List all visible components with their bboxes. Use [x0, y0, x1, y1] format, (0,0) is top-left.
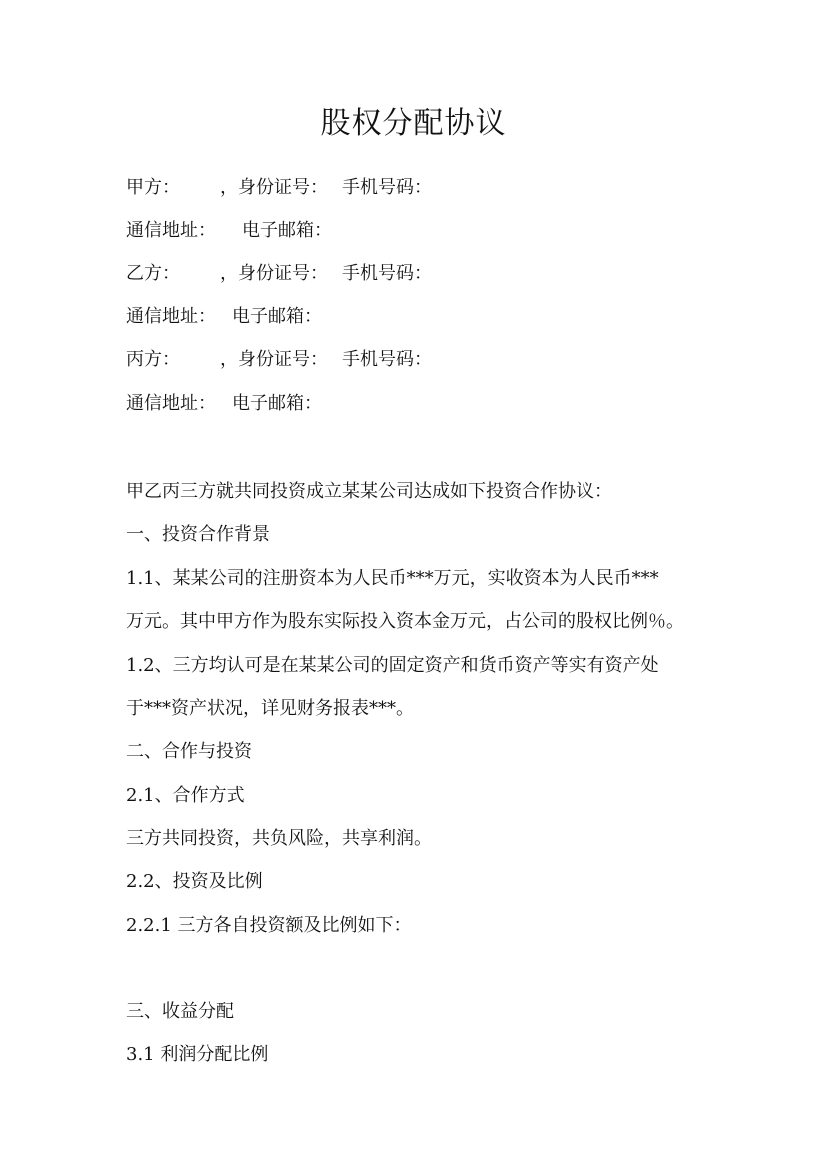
party-a-phone-label: 手机号码： [342, 177, 432, 198]
clause-1-2-line-2: 于***资产状况，详见财务报表***。 [126, 698, 414, 719]
party-c-email-label: 电子邮箱： [232, 393, 322, 414]
clause-1-1-line-2: 万元。其中甲方作为股东实际投入资本金万元，占公司的股权比例％。 [126, 611, 684, 632]
party-a-line [126, 175, 432, 201]
section-1-heading: 一、投资合作背景 [126, 524, 270, 545]
party-b-line [126, 261, 432, 287]
clause-2-1-text: 三方共同投资，共负风险，共享利润。 [126, 828, 432, 849]
party-c-address-label: 通信地址： [126, 393, 216, 414]
party-c-label: 丙方： [126, 349, 180, 370]
party-a-address-label: 通信地址： [126, 220, 216, 241]
clause-2-1-heading: 2.1、合作方式 [126, 785, 245, 806]
party-c-contact-line [126, 391, 322, 417]
party-c-phone-label: 手机号码： [342, 349, 432, 370]
party-a-email-label: 电子邮箱： [242, 220, 332, 241]
party-b-id-label: ，身份证号： [220, 263, 328, 284]
document-title: 股权分配协议 [320, 106, 507, 141]
party-c-line [126, 347, 432, 373]
party-b-email-label: 电子邮箱： [232, 306, 322, 327]
party-b-phone-label: 手机号码： [342, 263, 432, 284]
clause-2-2-heading: 2.2、投资及比例 [126, 871, 263, 892]
intro-paragraph: 甲乙丙三方就共同投资成立某某公司达成如下投资合作协议： [126, 481, 612, 502]
party-b-label: 乙方： [126, 263, 180, 284]
clause-3-1-heading: 3.1 利润分配比例 [126, 1044, 269, 1065]
section-3-heading: 三、收益分配 [126, 1001, 234, 1022]
party-b-contact-line [126, 304, 322, 330]
party-a-contact-line [126, 218, 332, 244]
section-2-heading: 二、合作与投资 [126, 741, 252, 762]
clause-1-1-line-1: 1.1、某某公司的注册资本为人民币***万元，实收资本为人民币*** [126, 568, 659, 589]
clause-2-2-1: 2.2.1 三方各自投资额及比例如下： [126, 915, 412, 936]
party-b-address-label: 通信地址： [126, 306, 216, 327]
party-c-id-label: ，身份证号： [220, 349, 328, 370]
party-a-label: 甲方： [126, 177, 180, 198]
party-a-id-label: ，身份证号： [220, 177, 328, 198]
clause-1-2-line-1: 1.2、三方均认可是在某某公司的固定资产和货币资产等实有资产处 [126, 655, 659, 676]
